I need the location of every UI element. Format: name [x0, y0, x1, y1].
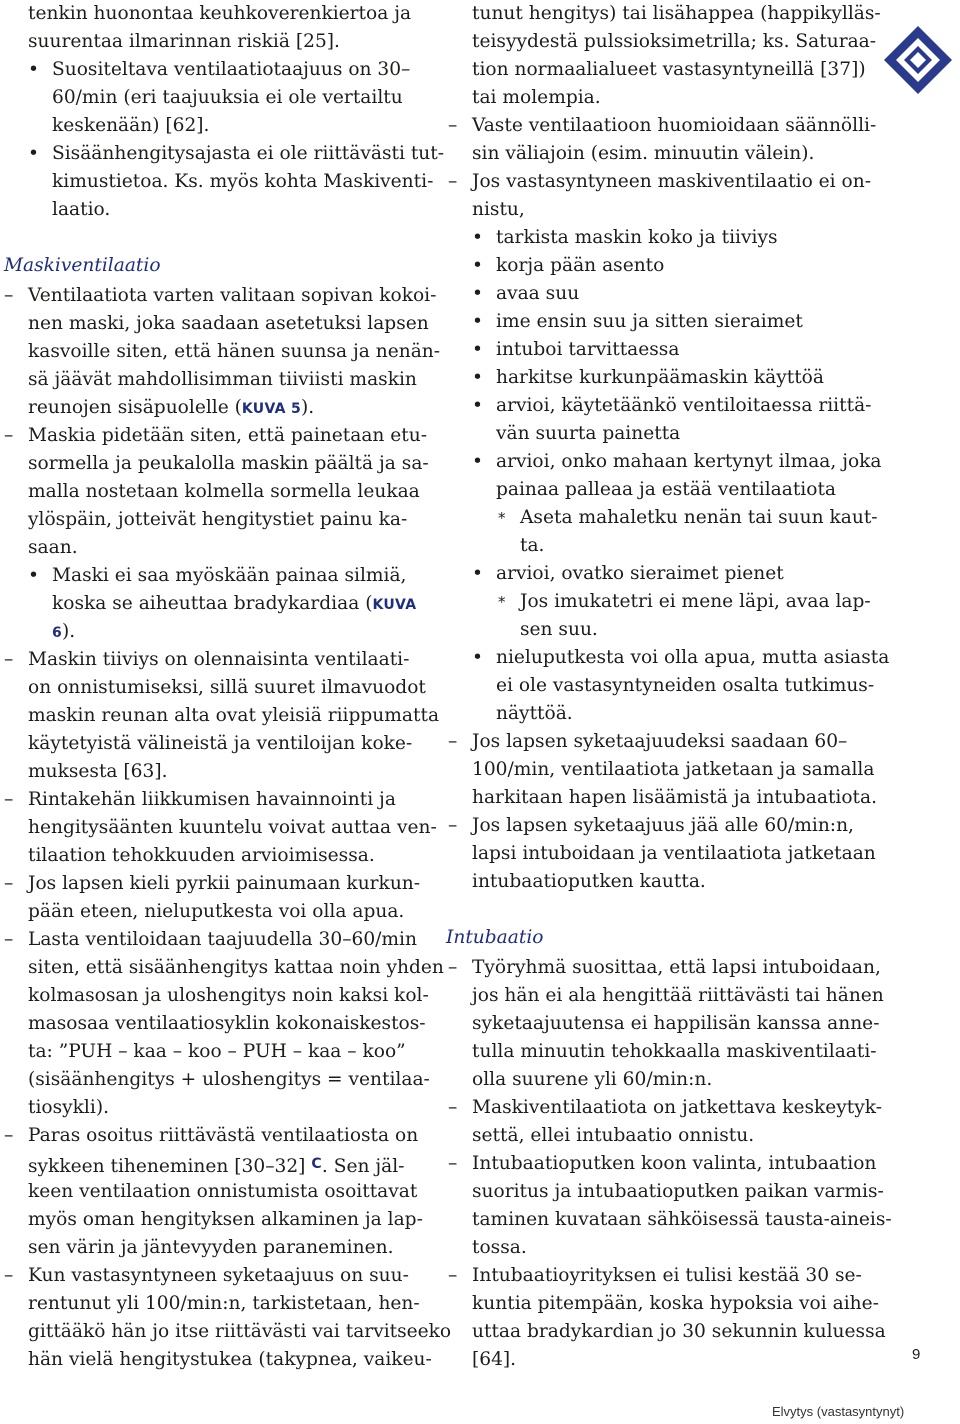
text-line: [64]. — [472, 1349, 517, 1370]
text-line: Ventilaatiota varten valitaan sopivan kokoi- — [28, 285, 437, 306]
text-line: 100/min, ventilaatiota jatketaan ja samalla — [472, 759, 875, 780]
dash-marker: – — [448, 1153, 458, 1174]
text-line: Jos lapsen syketaajuus jää alle 60/min:n, — [472, 815, 854, 836]
page-number: 9 — [912, 1346, 921, 1363]
bullet-marker: • — [472, 339, 483, 360]
text-line: tossa. — [472, 1237, 527, 1258]
text-line: sen värin ja jäntevyyden paraneminen. — [28, 1237, 394, 1258]
text-line: sin väliajoin (esim. minuutin välein). — [472, 143, 815, 164]
text-line: masosaa ventilaatiosyklin kokonaiskestos- — [28, 1013, 426, 1034]
text-line: Lasta ventiloidaan taajuudella 30–60/min — [28, 929, 417, 950]
text-line: saan. — [28, 537, 78, 558]
text-line: harkitse kurkunpäämaskin käyttöä — [496, 367, 824, 388]
text-line: Jos imukatetri ei mene läpi, avaa lap- — [520, 591, 871, 612]
text-line: 6). — [52, 621, 76, 642]
text-line: Vaste ventilaatioon huomioidaan säännölli- — [472, 115, 877, 136]
bullet-marker: • — [28, 143, 39, 164]
text-line: tion normaalialueet vastasyntyneillä [37]) — [472, 59, 866, 80]
text-line: sen suu. — [520, 619, 598, 640]
text-line: kimustietoa. Ks. myös kohta Maskiventi- — [52, 171, 434, 192]
text-line: tulla minuutin tehokkaalla maskiventilaati- — [472, 1041, 877, 1062]
text-line: intuboi tarvittaessa — [496, 339, 680, 360]
text-line: Jos vastasyntyneen maskiventilaatio ei on- — [472, 171, 871, 192]
diamond-logo — [882, 24, 954, 96]
text-line: Maski ei saa myöskään painaa silmiä, — [52, 565, 407, 586]
text-line: malla nostetaan kolmella sormella leukaa — [28, 481, 420, 502]
bullet-marker: • — [472, 367, 483, 388]
evidence-level-badge: C — [311, 1156, 322, 1172]
star-marker: * — [498, 509, 506, 527]
text-line: Paras osoitus riittävästä ventilaatiosta on — [28, 1125, 419, 1146]
text-line: kuntia pitempään, koska hypoksia voi aihe- — [472, 1293, 879, 1314]
text-line: nieluputkesta voi olla apua, mutta asiasta — [496, 647, 890, 668]
text-line: keskenään) [62]. — [52, 115, 210, 136]
text-line: tilaation tehokkuuden arvioimisessa. — [28, 845, 375, 866]
dash-marker: – — [448, 1097, 458, 1118]
text-line: pään eteen, nieluputkesta voi olla apua. — [28, 901, 405, 922]
text-line: keen ventilaation onnistumista osoittavat — [28, 1181, 418, 1202]
dash-marker: – — [448, 1265, 458, 1286]
text-line: kolmasosan ja uloshengitys noin kaksi kol- — [28, 985, 429, 1006]
text-line: ylöspäin, jotteivät hengitystiet painu ka- — [28, 509, 408, 530]
text-line: rentunut yli 100/min:n, tarkistetaan, hen- — [28, 1293, 420, 1314]
text-line: syketaajuutensa ei happilisän kanssa anne- — [472, 1013, 880, 1034]
figure-ref-link[interactable]: 6 — [52, 625, 63, 641]
text-line: suoritus ja intubaatioputken paikan varmis- — [472, 1181, 884, 1202]
text-line: ei ole vastasyntyneiden osalta tutkimus- — [496, 675, 875, 696]
text-line: 60/min (eri taajuuksia ei ole vertailtu — [52, 87, 403, 108]
text-line: kasvoille siten, että hänen suunsa ja nenän- — [28, 341, 441, 362]
text-line: korja pään asento — [496, 255, 665, 276]
text-line: Intubaatioyrityksen ei tulisi kestää 30 se- — [472, 1265, 862, 1286]
text-line: lapsi intuboidaan ja ventilaatiota jatketaan — [472, 843, 876, 864]
text-line: Intubaatioputken koon valinta, intubaation — [472, 1153, 877, 1174]
text-line: on onnistumiseksi, sillä suuret ilmavuodot — [28, 677, 426, 698]
bullet-marker: • — [472, 647, 483, 668]
text-line: harkitaan hapen lisäämistä ja intubaatiota. — [472, 787, 878, 808]
text-line: Kun vastasyntyneen syketaajuus on suu- — [28, 1265, 409, 1286]
text-line: gittääkö hän jo itse riittävästi vai tarvitseeko — [28, 1321, 452, 1342]
text-line: arvioi, ovatko sieraimet pienet — [496, 563, 784, 584]
bullet-marker: • — [472, 227, 483, 248]
text-line: myös oman hengityksen alkaminen ja lap- — [28, 1209, 423, 1230]
text-line: nen maski, joka saadaan asetetuksi lapsen — [28, 313, 429, 334]
text-line: nistu, — [472, 199, 525, 220]
dash-marker: – — [4, 285, 14, 306]
dash-marker: – — [4, 425, 14, 446]
text-line: ime ensin suu ja sitten sieraimet — [496, 311, 803, 332]
bullet-marker: • — [472, 451, 483, 472]
text-line: Sisäänhengitysajasta ei ole riittävästi tut- — [52, 143, 445, 164]
bullet-marker: • — [28, 59, 39, 80]
bullet-marker: • — [472, 311, 483, 332]
text-line: sormella ja peukalolla maskin päältä ja sa- — [28, 453, 429, 474]
text-line: jos hän ei ala hengittää riittävästi tai hänen — [472, 985, 884, 1006]
dash-marker: – — [4, 649, 14, 670]
dash-marker: – — [4, 1265, 14, 1286]
text-line: arvioi, onko mahaan kertynyt ilmaa, joka — [496, 451, 882, 472]
text-line: sä jäävät mahdollisimman tiiviisti maskin — [28, 369, 417, 390]
dash-marker: – — [4, 789, 14, 810]
text-line: suurentaa ilmarinnan riskiä [25]. — [28, 31, 340, 52]
footer-title: Elvytys (vastasyntynyt) — [772, 1404, 905, 1419]
text-line: Maskiventilaatiota on jatkettava keskeytyk- — [472, 1097, 882, 1118]
figure-ref-link[interactable]: KUVA 5 — [241, 401, 302, 417]
dash-marker: – — [4, 873, 14, 894]
text-line: teisyydestä pulssioksimetrilla; ks. Saturaa- — [472, 31, 877, 52]
text-line: muksesta [63]. — [28, 761, 168, 782]
text-line: tiosykli). — [28, 1097, 109, 1118]
text-line: ta: ”PUH – kaa – koo – PUH – kaa – koo” — [28, 1041, 406, 1062]
dash-marker: – — [448, 731, 458, 752]
text-line: maskin reunan alta ovat yleisiä riippumatta — [28, 705, 440, 726]
bullet-marker: • — [472, 563, 483, 584]
text-line: laatio. — [52, 199, 111, 220]
bullet-marker: • — [472, 283, 483, 304]
dash-marker: – — [448, 957, 458, 978]
text-line: Maskia pidetään siten, että painetaan etu- — [28, 425, 428, 446]
text-line: hän vielä hengitystukea (takypnea, vaikeu- — [28, 1349, 432, 1370]
text-line: ta. — [520, 535, 545, 556]
text-line: koska se aiheuttaa bradykardiaa (KUVA — [52, 593, 417, 614]
text-line: arvioi, käytetäänkö ventiloitaessa riittä- — [496, 395, 872, 416]
text-line: hengitysäänten kuuntelu voivat auttaa ven- — [28, 817, 437, 838]
dash-marker: – — [4, 1125, 14, 1146]
figure-ref-link[interactable]: KUVA — [372, 597, 417, 613]
text-line: näyttöä. — [496, 703, 573, 724]
text-line: Aseta mahaletku nenän tai suun kaut- — [520, 507, 878, 528]
text-line: (sisäänhengitys + uloshengitys = ventilaa- — [28, 1069, 430, 1090]
star-marker: * — [498, 593, 506, 611]
text-line: Työryhmä suosittaa, että lapsi intuboidaan, — [472, 957, 881, 978]
bullet-marker: • — [472, 255, 483, 276]
text-line: uttaa bradykardian jo 30 sekunnin kuluessa — [472, 1321, 886, 1342]
bullet-marker: • — [28, 565, 39, 586]
text-line: intubaatioputken kautta. — [472, 871, 706, 892]
text-line: painaa palleaa ja estää ventilaatiota — [496, 479, 837, 500]
text-line: Jos lapsen kieli pyrkii painumaan kurkun- — [28, 873, 421, 894]
text-line: Jos lapsen syketaajuudeksi saadaan 60– — [472, 731, 848, 752]
text-line: tenkin huonontaa keuhkoverenkiertoa ja — [28, 3, 412, 24]
dash-marker: – — [448, 115, 458, 136]
dash-marker: – — [4, 929, 14, 950]
text-line: avaa suu — [496, 283, 580, 304]
text-line: olla suurene yli 60/min:n. — [472, 1069, 713, 1090]
text-line: Suositeltava ventilaatiotaajuus on 30– — [52, 59, 411, 80]
text-line: siten, että sisäänhengitys kattaa noin yhden — [28, 957, 444, 978]
text-line: tarkista maskin koko ja tiiviys — [496, 227, 778, 248]
text-line: settä, ellei intubaatio onnistu. — [472, 1125, 755, 1146]
bullet-marker: • — [472, 395, 483, 416]
section-heading: Intubaatio — [446, 927, 544, 948]
text-line: Rintakehän liikkumisen havainnointi ja — [28, 789, 396, 810]
section-heading: Maskiventilaatio — [4, 255, 161, 276]
text-line: vän suurta painetta — [496, 423, 681, 444]
text-line: tai molempia. — [472, 87, 601, 108]
dash-marker: – — [448, 171, 458, 192]
text-line: taminen kuvataan sähköisessä tausta-aineis- — [472, 1209, 892, 1230]
text-line: reunojen sisäpuolelle (KUVA 5). — [28, 397, 315, 418]
text-line: sykkeen tiheneminen [30–32] $^C$. Sen jäl- — [28, 1156, 405, 1177]
text-line: käytetyistä välineistä ja ventiloijan koke- — [28, 733, 413, 754]
text-line: tunut hengitys) tai lisähappea (happikylläs- — [472, 3, 881, 24]
text-line: Maskin tiiviys on olennaisinta ventilaati- — [28, 649, 410, 670]
dash-marker: – — [448, 815, 458, 836]
